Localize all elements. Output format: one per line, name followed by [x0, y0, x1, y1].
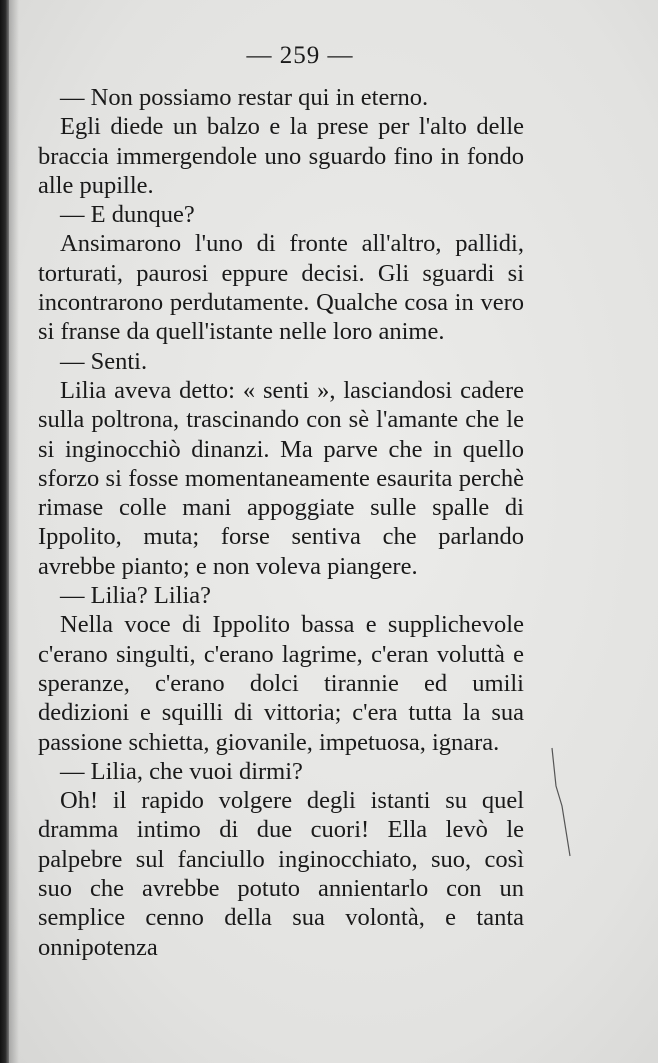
pencil-margin-mark [548, 746, 578, 866]
paragraph: — Non possiamo restar qui in eterno. [60, 84, 429, 111]
paragraph: — Lilia? Lilia? [60, 582, 212, 610]
paragraph: — Senti. [60, 347, 148, 375]
paragraph: Egli diede un balzo e la prese per l'alto delle braccia immergendole uno sguardo fino in fondo alle pupille. [38, 113, 524, 199]
paragraph: — E dunque? [60, 201, 195, 229]
page-number: — 259 — [246, 42, 354, 69]
page-body-text [38, 83, 524, 962]
paragraph: Ansimarono l'uno di fronte all'altro, pallidi, torturati, paurosi eppure decisi. Gli sguardi si incontrarono perdutamente. Qualche cosa in vero si franse da quell'istante nelle loro anime. [38, 230, 524, 346]
spine-shadow [9, 0, 19, 1063]
paragraph: Oh! il rapido volgere degli istanti su quel dramma intimo di due cuori! Ella levò le palpebre sul fanciullo inginocchiato, suo, così suo che avrebbe potuto annientarlo con un semplice cenno della sua volontà, e tanta onnipotenza [38, 787, 524, 961]
paragraph: Lilia aveva detto: « senti », lasciandosi cadere sulla poltrona, trascinando con sè l'amante che le si inginocchiò dinanzi. Ma parve che in quello sforzo si fosse momentaneamente esaurita perchè rimase colle mani appoggiate sulle spalle di Ippolito, muta; forse sentiva che parlando avrebbe pianto; e non voleva piangere. [38, 376, 524, 580]
book-spine-edge [0, 0, 9, 1063]
paragraph: Nella voce di Ippolito bassa e supplichevole c'erano singulti, c'erano lagrime, c'eran voluttà e speranze, c'erano dolci tirannie ed umili dedizioni e squilli di vittoria; c'era tutta la sua passione schietta, giovanile, impetuosa, ignara. [38, 611, 524, 756]
paragraph: — Lilia, che vuoi dirmi? [60, 757, 303, 785]
